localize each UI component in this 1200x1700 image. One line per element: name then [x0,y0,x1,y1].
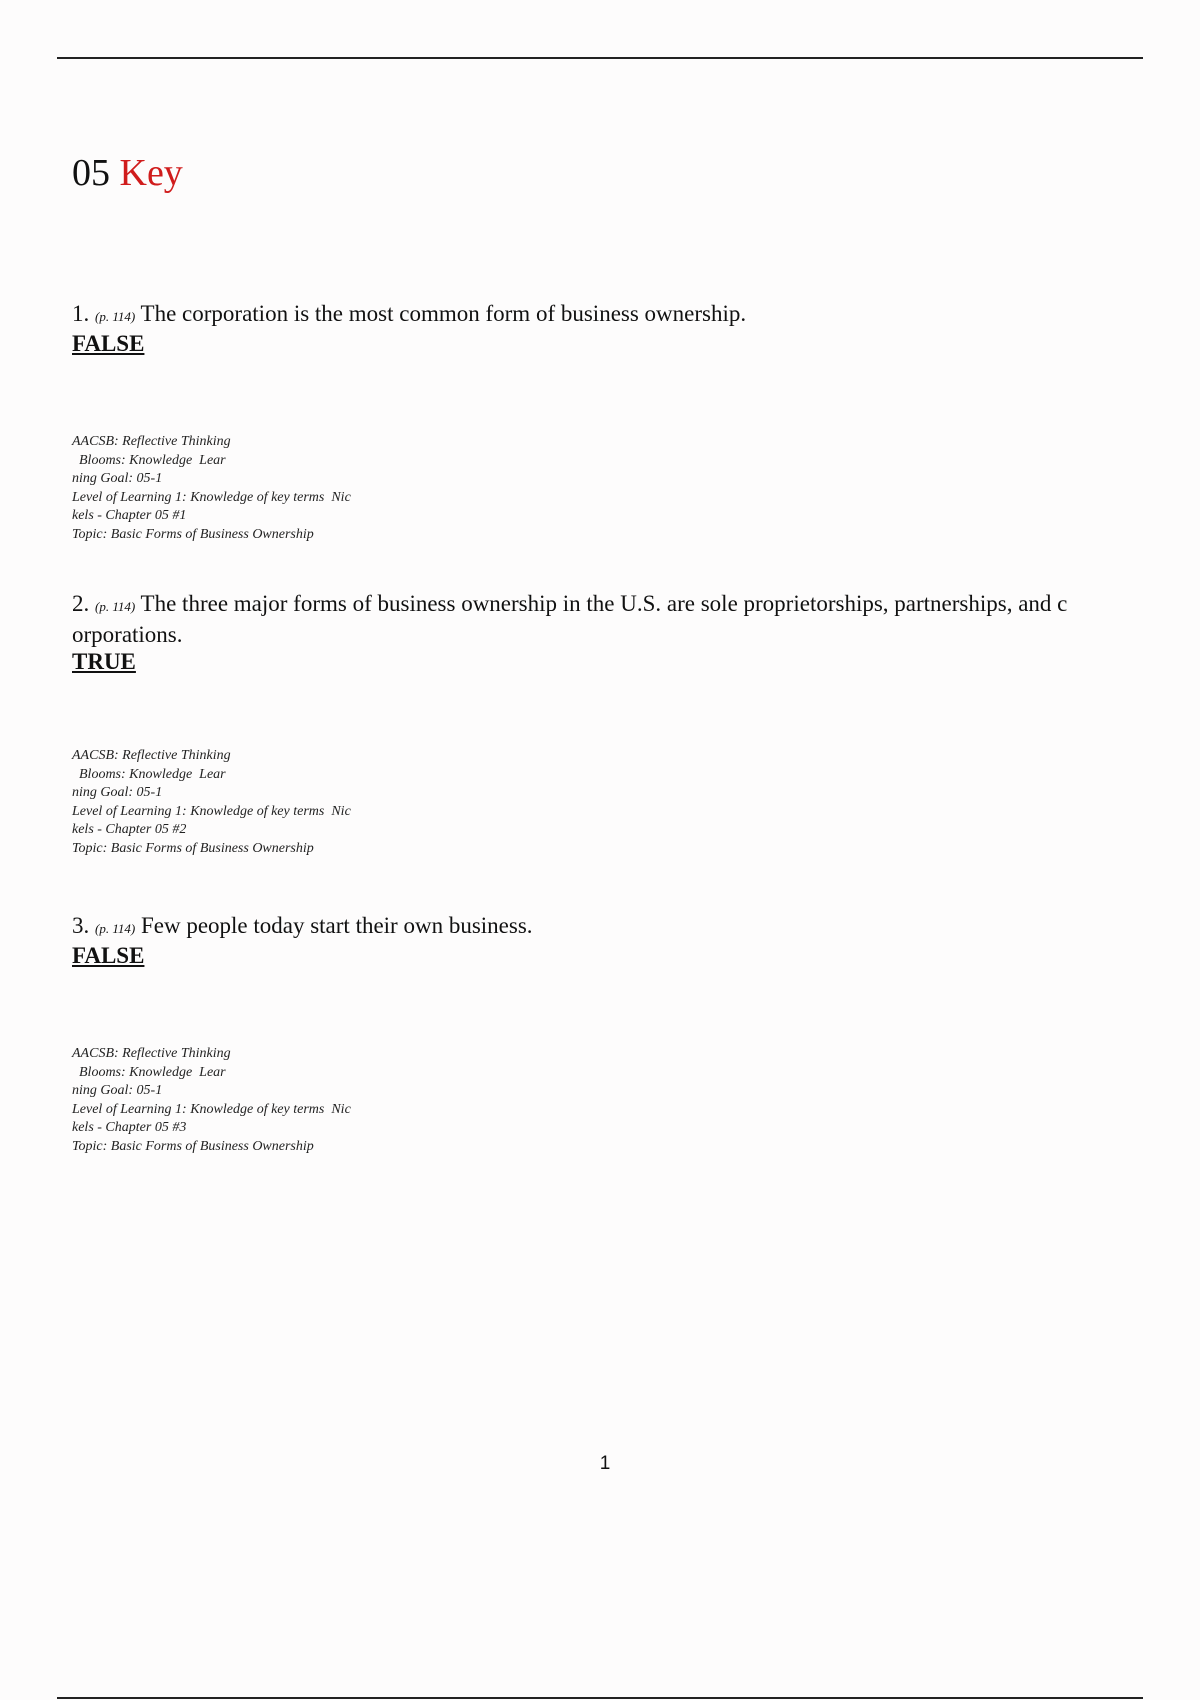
metadata-line: ning Goal: 05-1 [72,785,163,800]
question-2 [72,590,1132,858]
metadata-line: kels - Chapter 05 #3 [72,1120,187,1135]
question-number: 3. [72,913,90,938]
metadata-line: Blooms: Knowledge Lear [72,766,226,782]
question-3 [72,912,1132,1156]
metadata-line: Level of Learning 1: Knowledge of key terms Nic [72,489,351,505]
metadata-line: Topic: Basic Forms of Business Ownership [72,840,314,856]
metadata-line: kels - Chapter 05 #1 [72,508,187,523]
question-text-line [72,300,1132,331]
title-prefix: 05 [72,152,110,194]
question-text: The three major forms of business ownership in the U.S. are sole proprietorships, partnerships, and c orporations. [72,591,1068,647]
metadata-line: Topic: Basic Forms of Business Ownership [72,526,314,542]
question-metadata [72,747,1132,858]
page-reference: (p. 114) [95,309,136,324]
answer: FALSE [72,943,145,968]
question-text: Few people today start their own business. [140,913,533,938]
question-number: 1. [72,301,90,326]
metadata-line: ning Goal: 05-1 [72,471,163,486]
metadata-line: AACSB: Reflective Thinking [72,748,231,763]
metadata-line: Blooms: Knowledge Lear [72,1064,226,1080]
page-reference: (p. 114) [95,921,136,936]
metadata-line: Level of Learning 1: Knowledge of key terms Nic [72,803,351,819]
metadata-line: ning Goal: 05-1 [72,1083,163,1098]
metadata-line: Blooms: Knowledge Lear [72,452,226,468]
metadata-line: AACSB: Reflective Thinking [72,1046,231,1061]
page-reference: (p. 114) [95,599,136,614]
metadata-line: Level of Learning 1: Knowledge of key terms Nic [72,1101,351,1117]
bottom-rule [57,1697,1143,1699]
question-metadata [72,433,1132,544]
question-text: The corporation is the most common form of business ownership. [140,301,747,326]
question-metadata [72,1045,1132,1156]
top-rule [57,57,1143,59]
metadata-line: kels - Chapter 05 #2 [72,822,187,837]
page-number: 1 [599,1453,611,1474]
question-1 [72,300,1132,544]
answer: TRUE [72,649,136,674]
question-text-line [72,912,1132,943]
metadata-line: AACSB: Reflective Thinking [72,434,231,449]
question-text-line [72,590,1132,649]
question-number: 2. [72,591,90,616]
title-key: Key [119,152,183,194]
page-title [72,150,183,196]
answer: FALSE [72,331,145,356]
metadata-line: Topic: Basic Forms of Business Ownership [72,1138,314,1154]
